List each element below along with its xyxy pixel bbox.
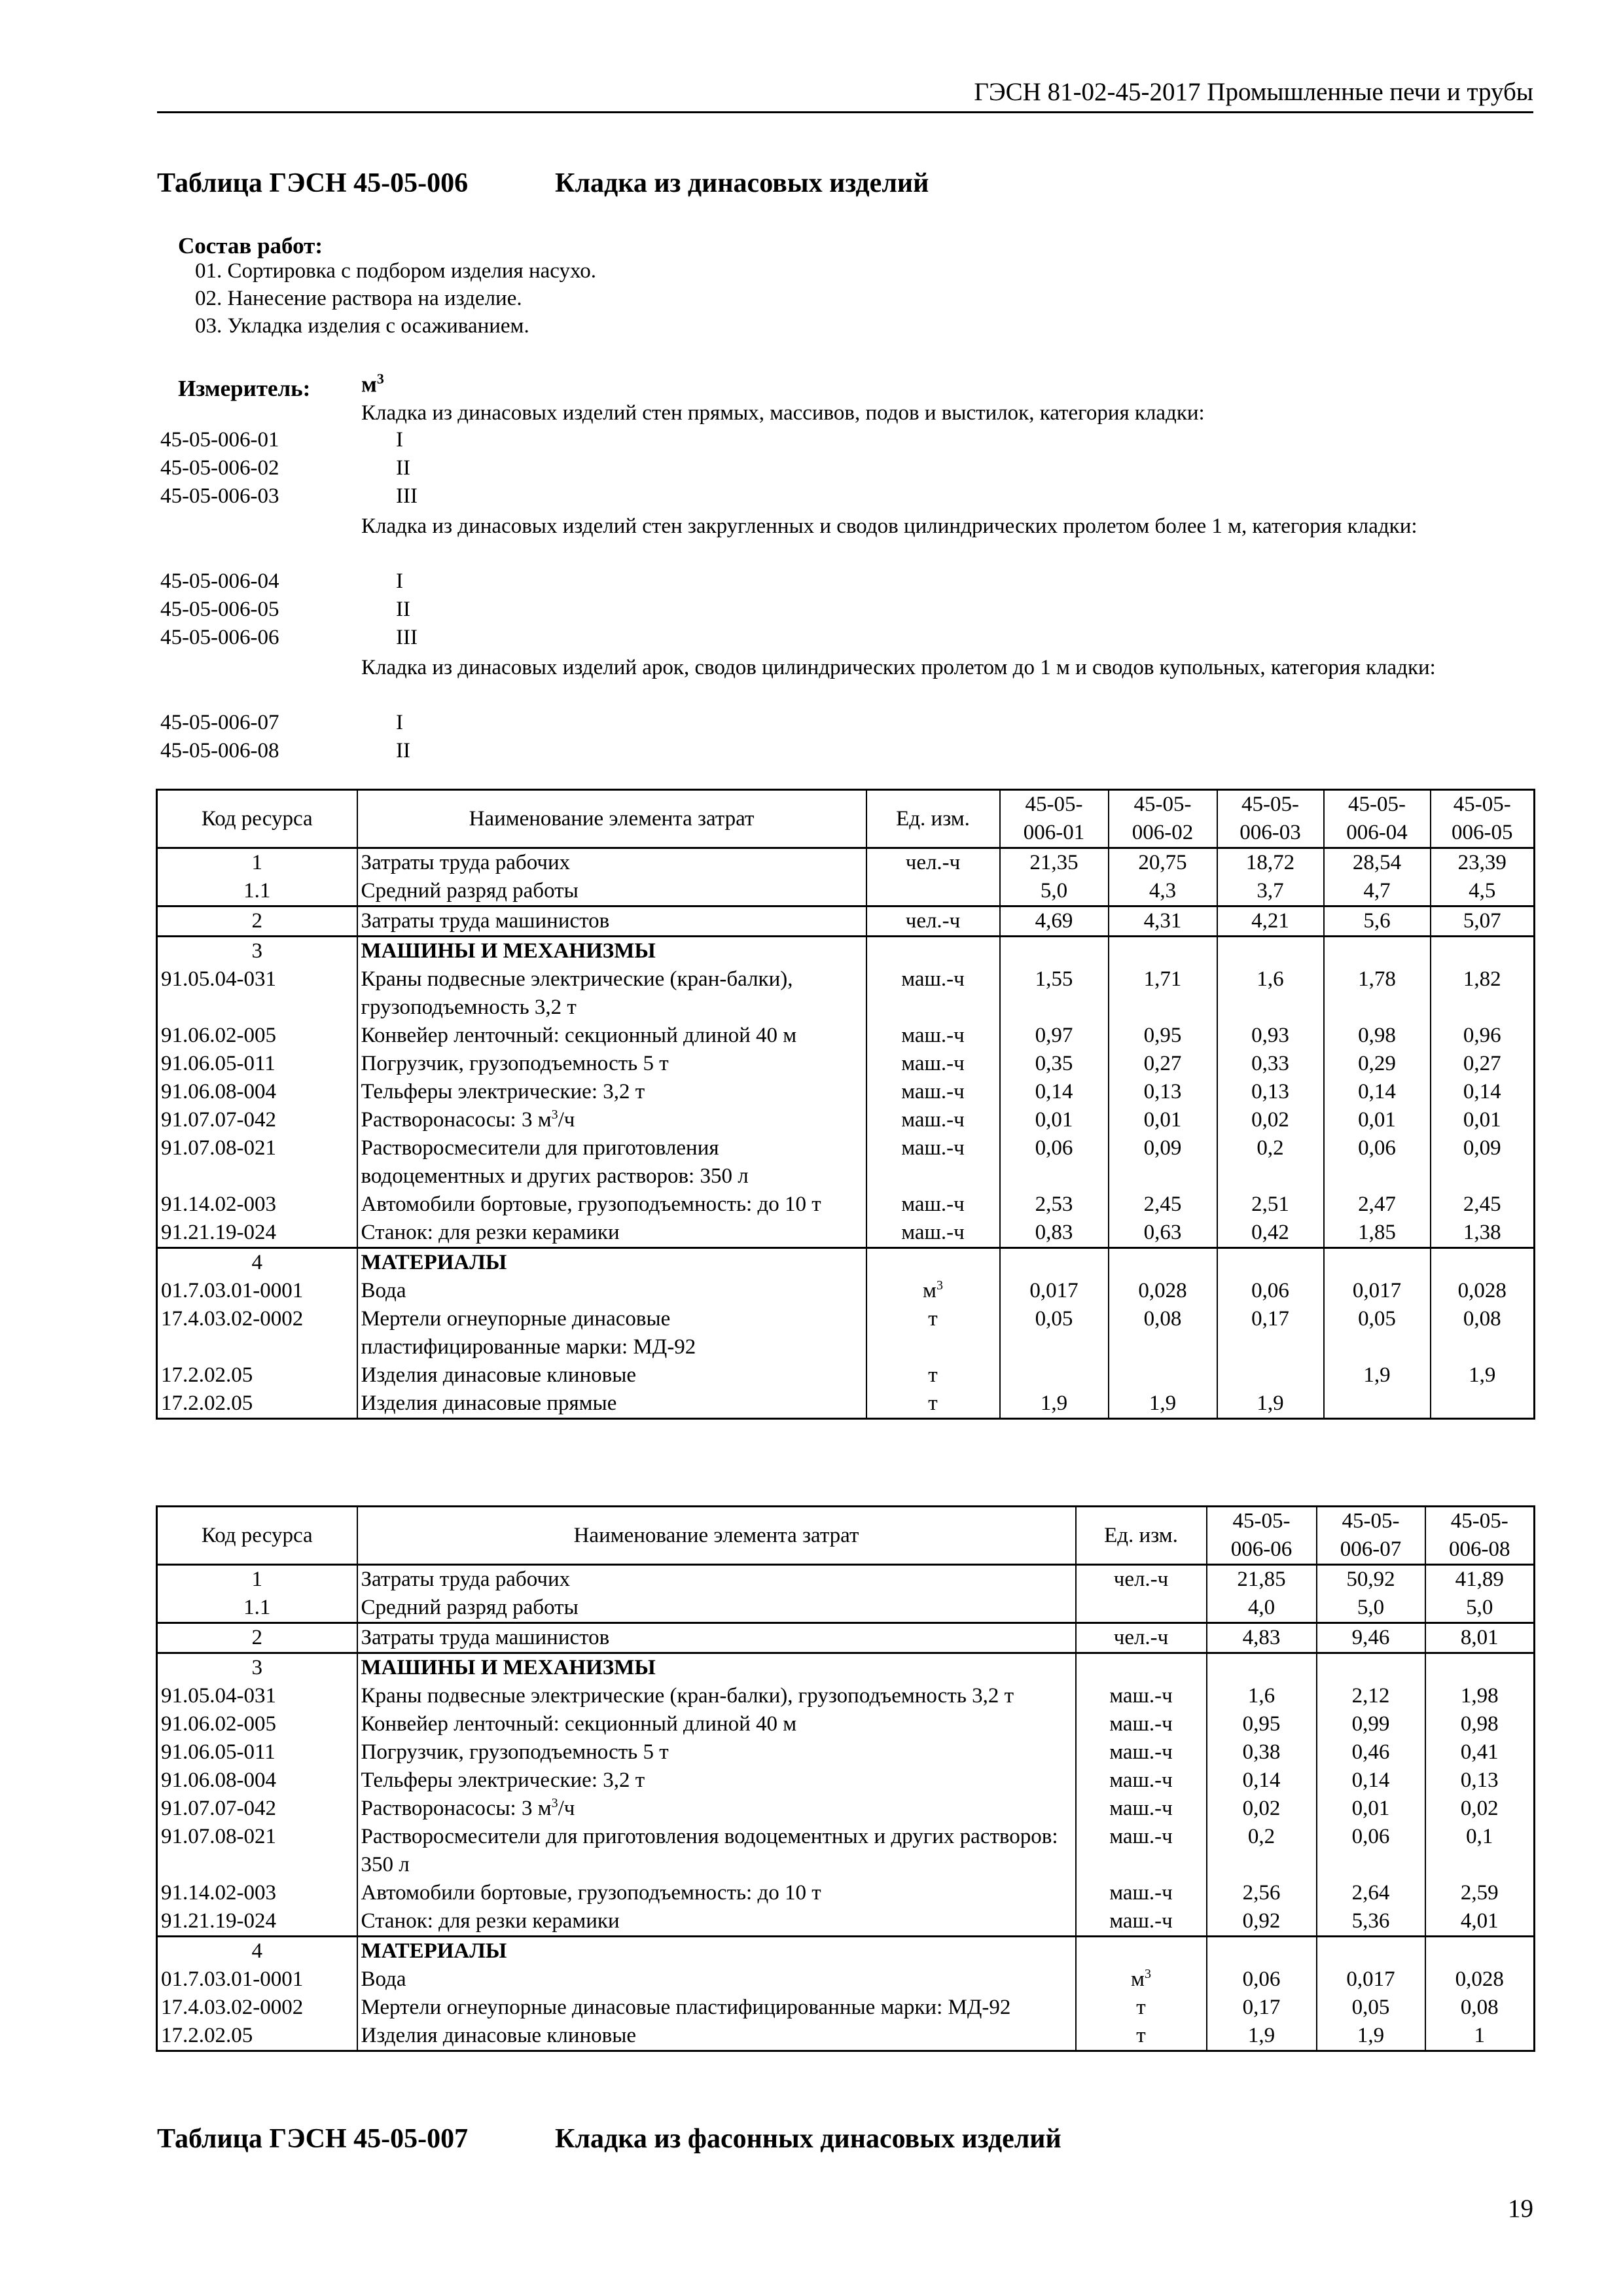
cell-value: 0,63 (1109, 1219, 1217, 1248)
header-code: Код ресурса (157, 790, 357, 848)
cell-value: 2,51 (1217, 1191, 1324, 1219)
cell-value (1324, 937, 1431, 966)
cell-code: 01.7.03.01-0001 (157, 1277, 357, 1305)
cell-name: Вода (357, 1965, 1076, 1994)
cell-value: 3,7 (1217, 877, 1324, 906)
cell-value (1000, 1361, 1109, 1390)
cell-value: 2,45 (1109, 1191, 1217, 1219)
cell-value: 1,6 (1217, 965, 1324, 1022)
cell-value (1324, 1248, 1431, 1278)
cell-name: Конвейер ленточный: секционный длиной 40 м (357, 1710, 1076, 1738)
cell-value: 0,02 (1217, 1106, 1324, 1134)
cell-value: 0,97 (1000, 1022, 1109, 1050)
cell-name: Затраты труда рабочих (357, 1565, 1076, 1594)
cell-code: 17.2.02.05 (157, 1390, 357, 1419)
table-row (157, 1248, 1535, 1278)
cost-table-1 (156, 789, 1535, 1420)
cell-name: Растворосмесители для приготовления водоцементных и других растворов: 350 л (357, 1134, 866, 1191)
cell-unit: чел.-ч (866, 848, 1000, 878)
header-code: Код ресурса (157, 1507, 357, 1565)
cell-unit: маш.-ч (1076, 1907, 1207, 1937)
cell-name: Изделия динасовые клиновые (357, 2022, 1076, 2051)
cell-value (1217, 937, 1324, 966)
table-row (157, 1623, 1535, 1653)
cell-value (1109, 937, 1217, 966)
cell-value: 0,83 (1000, 1219, 1109, 1248)
cell-name: Растворонасосы: 3 $м^3/ч$ (357, 1795, 1076, 1823)
cell-value: 4,83 (1207, 1623, 1317, 1653)
cell-value: 0,02 (1207, 1795, 1317, 1823)
cell-unit: $м^3$ (866, 1277, 1000, 1305)
cell-value: 2,56 (1207, 1879, 1317, 1907)
table-row (157, 1219, 1535, 1248)
cell-name: Мертели огнеупорные динасовые пластифицированные марки: МД-92 (357, 1305, 866, 1361)
cell-name: Средний разряд работы (357, 1594, 1076, 1623)
table-row (157, 1565, 1535, 1594)
cell-name: Вода (357, 1277, 866, 1305)
cell-value: 1,98 (1425, 1682, 1535, 1710)
cell-code: 4 (157, 1937, 357, 1966)
cell-unit: маш.-ч (1076, 1879, 1207, 1907)
cell-unit (866, 877, 1000, 906)
cell-code: 2 (157, 1623, 357, 1653)
cell-unit: т (866, 1361, 1000, 1390)
cell-value (1207, 1937, 1317, 1966)
cell-value (1324, 1390, 1431, 1419)
page-number: 19 (1508, 2195, 1533, 2223)
cell-value (1425, 1937, 1535, 1966)
cell-value: 1,9 (1207, 2022, 1317, 2051)
cell-value: 2,64 (1317, 1879, 1425, 1907)
cell-unit: маш.-ч (1076, 1767, 1207, 1795)
cell-name: Автомобили бортовые, грузоподъемность: до 10 т (357, 1191, 866, 1219)
cell-code: 17.4.03.02-0002 (157, 1994, 357, 2022)
cell-value: 0,2 (1217, 1134, 1324, 1191)
cell-unit: чел.-ч (866, 906, 1000, 937)
cell-code: 1.1 (157, 877, 357, 906)
cell-value: 9,46 (1317, 1623, 1425, 1653)
cell-code: 4 (157, 1248, 357, 1278)
cell-value: 0,01 (1000, 1106, 1109, 1134)
cell-code: 01.7.03.01-0001 (157, 1965, 357, 1994)
cell-value: 0,17 (1217, 1305, 1324, 1361)
cell-value: 0,99 (1317, 1710, 1425, 1738)
table-row (157, 1305, 1535, 1361)
cell-value: 0,92 (1207, 1907, 1317, 1937)
header-col: 45-05- 006-06 (1207, 1507, 1317, 1565)
cell-name: МАТЕРИАЛЫ (357, 1248, 866, 1278)
cell-code: 1 (157, 1565, 357, 1594)
header-col: 45-05- 006-08 (1425, 1507, 1535, 1565)
cell-value: 0,06 (1217, 1277, 1324, 1305)
cell-name: Затраты труда рабочих (357, 848, 866, 878)
cell-value (1431, 1248, 1535, 1278)
cell-value: 5,0 (1000, 877, 1109, 906)
cell-code: 3 (157, 937, 357, 966)
table-row (157, 877, 1535, 906)
cell-value: 0,01 (1317, 1795, 1425, 1823)
cell-value: 41,89 (1425, 1565, 1535, 1594)
cell-code: 17.2.02.05 (157, 2022, 357, 2051)
table-row (157, 2022, 1535, 2051)
cell-value: 0,93 (1217, 1022, 1324, 1050)
cell-unit: $м^3$ (1076, 1965, 1207, 1994)
cell-value: 1,71 (1109, 965, 1217, 1022)
cell-value: 1,9 (1000, 1390, 1109, 1419)
cell-value: 0,95 (1207, 1710, 1317, 1738)
cell-name: Погрузчик, грузоподъемность 5 т (357, 1738, 1076, 1767)
table-row (157, 1653, 1535, 1683)
header-unit: Ед. изм. (866, 790, 1000, 848)
table-row (157, 1795, 1535, 1823)
cell-value: 0,38 (1207, 1738, 1317, 1767)
table-row (157, 937, 1535, 966)
cell-value: 0,29 (1324, 1050, 1431, 1078)
cell-unit: чел.-ч (1076, 1623, 1207, 1653)
cell-value: 0,05 (1317, 1994, 1425, 2022)
cell-value: 0,14 (1000, 1078, 1109, 1106)
cell-code: 17.2.02.05 (157, 1361, 357, 1390)
cell-unit: маш.-ч (866, 1050, 1000, 1078)
cell-code: 91.21.19-024 (157, 1219, 357, 1248)
cell-value: 1,85 (1324, 1219, 1431, 1248)
cell-code: 91.14.02-003 (157, 1879, 357, 1907)
table-row (157, 1050, 1535, 1078)
cell-name: Тельферы электрические: 3,2 т (357, 1078, 866, 1106)
table-row (157, 906, 1535, 937)
cell-value (1317, 1937, 1425, 1966)
table-row (157, 1710, 1535, 1738)
cell-value: 4,7 (1324, 877, 1431, 906)
cell-value: 0,06 (1000, 1134, 1109, 1191)
header-col: 45-05- 006-02 (1109, 790, 1217, 848)
cell-value (1109, 1361, 1217, 1390)
cell-code: 91.06.05-011 (157, 1050, 357, 1078)
cell-value: 18,72 (1217, 848, 1324, 878)
table-row (157, 1682, 1535, 1710)
header-col: 45-05- 006-07 (1317, 1507, 1425, 1565)
cell-value (1431, 1390, 1535, 1419)
table-name: Кладка из динасовых изделий (555, 168, 929, 198)
cell-value: 0,06 (1207, 1965, 1317, 1994)
cell-unit: т (1076, 2022, 1207, 2051)
cell-unit: маш.-ч (866, 965, 1000, 1022)
cell-code: 91.06.08-004 (157, 1078, 357, 1106)
table-row (157, 1738, 1535, 1767)
cell-unit: маш.-ч (1076, 1710, 1207, 1738)
cell-value: 0,08 (1425, 1994, 1535, 2022)
cell-name: Средний разряд работы (357, 877, 866, 906)
cell-value: 0,2 (1207, 1823, 1317, 1879)
cell-value: 2,12 (1317, 1682, 1425, 1710)
cell-name: МАТЕРИАЛЫ (357, 1937, 1076, 1966)
cell-value: 0,05 (1324, 1305, 1431, 1361)
cell-value: 0,14 (1317, 1767, 1425, 1795)
cell-value: 21,85 (1207, 1565, 1317, 1594)
cell-value: 0,01 (1109, 1106, 1217, 1134)
table-header-row (157, 790, 1535, 848)
cell-value: 2,53 (1000, 1191, 1109, 1219)
cell-value: 23,39 (1431, 848, 1535, 878)
cell-code: 91.06.02-005 (157, 1022, 357, 1050)
cell-value (1000, 937, 1109, 966)
cell-value: 1,9 (1217, 1390, 1324, 1419)
cell-value: 0,01 (1431, 1106, 1535, 1134)
table-row (157, 1594, 1535, 1623)
cell-value: 0,96 (1431, 1022, 1535, 1050)
cell-name: Растворонасосы: 3 $м^3/ч$ (357, 1106, 866, 1134)
cell-name: Автомобили бортовые, грузоподъемность: до 10 т (357, 1879, 1076, 1907)
cell-name: МАШИНЫ И МЕХАНИЗМЫ (357, 937, 866, 966)
table-name: Кладка из фасонных динасовых изделий (555, 2124, 1061, 2154)
header-col: 45-05- 006-04 (1324, 790, 1431, 848)
cell-code: 91.07.07-042 (157, 1106, 357, 1134)
cell-value: 0,42 (1217, 1219, 1324, 1248)
cell-value: 0,017 (1000, 1277, 1109, 1305)
cell-value: 21,35 (1000, 848, 1109, 878)
cell-value: 0,08 (1109, 1305, 1217, 1361)
table-title-007 (157, 2123, 1061, 2155)
cell-name: Краны подвесные электрические (кран-балки), грузоподъемность 3,2 т (357, 965, 866, 1022)
cell-value: 28,54 (1324, 848, 1431, 878)
table-row (157, 1767, 1535, 1795)
cell-code: 91.06.02-005 (157, 1710, 357, 1738)
cell-unit: маш.-ч (866, 1106, 1000, 1134)
cell-code: 91.05.04-031 (157, 1682, 357, 1710)
cell-value: 0,028 (1425, 1965, 1535, 1994)
cell-value: 0,33 (1217, 1050, 1324, 1078)
cell-unit: маш.-ч (1076, 1823, 1207, 1879)
cell-unit: т (1076, 1994, 1207, 2022)
cell-code: 91.06.05-011 (157, 1738, 357, 1767)
cell-value: 0,13 (1109, 1078, 1217, 1106)
cell-code: 91.05.04-031 (157, 965, 357, 1022)
cell-value: 5,0 (1317, 1594, 1425, 1623)
cell-value (1109, 1248, 1217, 1278)
cell-name: Затраты труда машинистов (357, 906, 866, 937)
cell-unit: маш.-ч (866, 1219, 1000, 1248)
cell-value: 0,95 (1109, 1022, 1217, 1050)
cell-unit: т (866, 1305, 1000, 1361)
cell-value: 0,028 (1431, 1277, 1535, 1305)
cell-code: 3 (157, 1653, 357, 1683)
cell-value: 0,98 (1324, 1022, 1431, 1050)
cell-value (1425, 1653, 1535, 1683)
cell-value: 0,46 (1317, 1738, 1425, 1767)
cell-value: 0,09 (1109, 1134, 1217, 1191)
table-row (157, 1134, 1535, 1191)
header-name: Наименование элемента затрат (357, 790, 866, 848)
cell-value: 20,75 (1109, 848, 1217, 878)
cell-name: Краны подвесные электрические (кран-балки), грузоподъемность 3,2 т (357, 1682, 1076, 1710)
cell-value: 0,14 (1324, 1078, 1431, 1106)
cell-code: 1.1 (157, 1594, 357, 1623)
cell-value: 4,31 (1109, 906, 1217, 937)
cell-name: Станок: для резки керамики (357, 1907, 1076, 1937)
cell-unit: маш.-ч (1076, 1682, 1207, 1710)
cell-value: 2,59 (1425, 1879, 1535, 1907)
cell-unit (866, 937, 1000, 966)
composition-item: 02. Нанесение раствора на изделие. (195, 287, 522, 310)
cell-unit (1076, 1653, 1207, 1683)
table-row (157, 1361, 1535, 1390)
table-header-row (157, 1507, 1535, 1565)
cell-value (1217, 1248, 1324, 1278)
cell-name: Станок: для резки керамики (357, 1219, 866, 1248)
cell-value: 1,9 (1431, 1361, 1535, 1390)
cell-value: 0,98 (1425, 1710, 1535, 1738)
cell-value: 0,35 (1000, 1050, 1109, 1078)
table-row (157, 1106, 1535, 1134)
header-col: 45-05- 006-05 (1431, 790, 1535, 848)
cell-code: 91.07.08-021 (157, 1134, 357, 1191)
table-row (157, 1907, 1535, 1937)
cell-name: МАШИНЫ И МЕХАНИЗМЫ (357, 1653, 1076, 1683)
cell-value (1317, 1653, 1425, 1683)
cell-value: 5,07 (1431, 906, 1535, 937)
composition-item: 03. Укладка изделия с осаживанием. (195, 314, 529, 338)
table-row (157, 1022, 1535, 1050)
cell-value: 0,06 (1324, 1134, 1431, 1191)
cell-unit: чел.-ч (1076, 1565, 1207, 1594)
cell-value: 2,45 (1431, 1191, 1535, 1219)
header-name: Наименование элемента затрат (357, 1507, 1076, 1565)
cell-unit: маш.-ч (866, 1022, 1000, 1050)
cell-value (1000, 1248, 1109, 1278)
cell-value: 0,41 (1425, 1738, 1535, 1767)
cell-unit: маш.-ч (1076, 1738, 1207, 1767)
cell-value: 4,21 (1217, 906, 1324, 937)
header-col: 45-05- 006-01 (1000, 790, 1109, 848)
cell-value: 1,9 (1324, 1361, 1431, 1390)
cell-code: 91.06.08-004 (157, 1767, 357, 1795)
cell-value: 1,38 (1431, 1219, 1535, 1248)
cell-value: 1,78 (1324, 965, 1431, 1022)
table-row (157, 1390, 1535, 1419)
cell-value: 0,14 (1207, 1767, 1317, 1795)
cell-value: 0,09 (1431, 1134, 1535, 1191)
cell-name: Изделия динасовые прямые (357, 1390, 866, 1419)
cell-code: 91.14.02-003 (157, 1191, 357, 1219)
cell-unit: т (866, 1390, 1000, 1419)
cell-value (1207, 1653, 1317, 1683)
cell-code: 2 (157, 906, 357, 937)
cell-value: 0,01 (1324, 1106, 1431, 1134)
table-row (157, 1823, 1535, 1879)
header-unit: Ед. изм. (1076, 1507, 1207, 1565)
cell-unit (1076, 1594, 1207, 1623)
cell-value (1217, 1361, 1324, 1390)
cell-value: 0,06 (1317, 1823, 1425, 1879)
cell-unit (1076, 1937, 1207, 1966)
cell-value: 0,13 (1217, 1078, 1324, 1106)
table-row (157, 1994, 1535, 2022)
cell-value: 0,017 (1324, 1277, 1431, 1305)
table-row (157, 1937, 1535, 1966)
cell-value: 0,02 (1425, 1795, 1535, 1823)
cell-value: 0,27 (1431, 1050, 1535, 1078)
cell-value: 5,6 (1324, 906, 1431, 937)
table-row (157, 1078, 1535, 1106)
cell-code: 91.07.08-021 (157, 1823, 357, 1879)
cell-name: Затраты труда машинистов (357, 1623, 1076, 1653)
table-row (157, 1965, 1535, 1994)
cell-value: 0,1 (1425, 1823, 1535, 1879)
cell-code: 91.21.19-024 (157, 1907, 357, 1937)
cell-name: Погрузчик, грузоподъемность 5 т (357, 1050, 866, 1078)
cell-value: 0,028 (1109, 1277, 1217, 1305)
cell-value: 0,017 (1317, 1965, 1425, 1994)
header-col: 45-05- 006-03 (1217, 790, 1324, 848)
cell-unit: маш.-ч (866, 1191, 1000, 1219)
cell-value: 0,13 (1425, 1767, 1535, 1795)
cell-value: 1,55 (1000, 965, 1109, 1022)
cost-table-2 (156, 1505, 1535, 2052)
cell-unit: маш.-ч (866, 1134, 1000, 1191)
cell-value: 0,14 (1431, 1078, 1535, 1106)
document-title: ГЭСН 81-02-45-2017 Промышленные печи и трубы (974, 78, 1533, 106)
cell-name: Изделия динасовые клиновые (357, 1361, 866, 1390)
cell-value: 1,9 (1109, 1390, 1217, 1419)
cell-value: 4,3 (1109, 877, 1217, 906)
cell-name: Конвейер ленточный: секционный длиной 40 м (357, 1022, 866, 1050)
meter-label: Измеритель: (178, 376, 311, 401)
composition-item: 01. Сортировка с подбором изделия насухо. (195, 259, 596, 283)
table-title-006 (157, 168, 929, 199)
cell-value: 0,17 (1207, 1994, 1317, 2022)
cell-value: 5,36 (1317, 1907, 1425, 1937)
composition-label: Состав работ: (178, 233, 323, 259)
cell-code: 91.07.07-042 (157, 1795, 357, 1823)
cell-value: 0,27 (1109, 1050, 1217, 1078)
table-row (157, 848, 1535, 878)
cell-unit (866, 1248, 1000, 1278)
table-row (157, 1879, 1535, 1907)
cell-value: 4,0 (1207, 1594, 1317, 1623)
cell-value: 2,47 (1324, 1191, 1431, 1219)
cell-value: 4,69 (1000, 906, 1109, 937)
table-row (157, 1277, 1535, 1305)
cell-value: 1,9 (1317, 2022, 1425, 2051)
cell-value: 0,05 (1000, 1305, 1109, 1361)
cell-value (1431, 937, 1535, 966)
cell-name: Мертели огнеупорные динасовые пластифицированные марки: МД-92 (357, 1994, 1076, 2022)
cell-code: 1 (157, 848, 357, 878)
table-code: Таблица ГЭСН 45-05-006 (157, 168, 469, 198)
table-code: Таблица ГЭСН 45-05-007 (157, 2124, 469, 2154)
cell-name: Растворосмесители для приготовления водоцементных и других растворов: 350 л (357, 1823, 1076, 1879)
cell-value: 4,01 (1425, 1907, 1535, 1937)
cell-unit: маш.-ч (866, 1078, 1000, 1106)
cell-value: 1 (1425, 2022, 1535, 2051)
table-row (157, 965, 1535, 1022)
cell-name: Тельферы электрические: 3,2 т (357, 1767, 1076, 1795)
cell-value: 5,0 (1425, 1594, 1535, 1623)
cell-value: 50,92 (1317, 1565, 1425, 1594)
page-header (157, 73, 1533, 113)
table-row (157, 1191, 1535, 1219)
cell-value: 1,82 (1431, 965, 1535, 1022)
meter-unit: $м^3$ (361, 370, 384, 397)
cell-code: 17.4.03.02-0002 (157, 1305, 357, 1361)
cell-unit: маш.-ч (1076, 1795, 1207, 1823)
cell-value: 8,01 (1425, 1623, 1535, 1653)
cell-value: 1,6 (1207, 1682, 1317, 1710)
cell-value: 0,08 (1431, 1305, 1535, 1361)
cell-value: 4,5 (1431, 877, 1535, 906)
